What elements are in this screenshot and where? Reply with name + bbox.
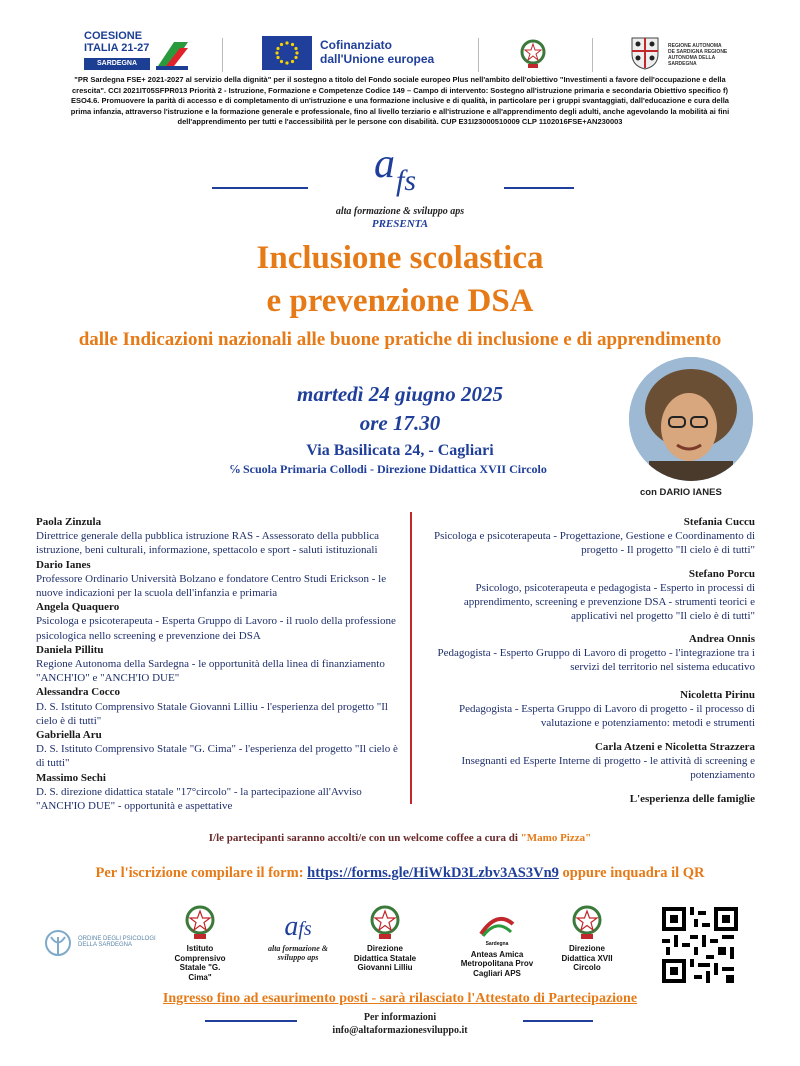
speaker-entry xyxy=(36,771,401,814)
guest-speaker-label: con DARIO IANES xyxy=(640,487,722,498)
afs-partner-mark xyxy=(258,912,338,944)
speaker-name: Massimo Sechi xyxy=(36,771,106,784)
dd-xvii-logo xyxy=(556,904,618,973)
speaker-name: Daniela Pillitu xyxy=(36,643,104,656)
afs-partner-logo xyxy=(258,912,338,962)
italian-republic-emblem-icon xyxy=(369,904,401,940)
afs-partner-fs: fs xyxy=(298,918,312,940)
funding-note: "PR Sardegna FSE+ 2021-2027 al servizio della dignità" per il sostegno a titolo del Fondo sociale europeo Plus nell'ambito dell'obiettivo "Investimenti a favore dell'occupazione e della crescita". CCI 2021IT05SFPR013 Priorità 2 - Istruzione, Formazione e Competenze Codice 149 – Campo di intervento: Sostegno all'istruzione primaria e secondaria Obiettivo specifico f) ESO4.6. Promuovere la parità di accesso e di completamento di un'istruzione e una formazione inclusive e di qualità, in particolare per i gruppi svantaggiati, dall'educazione e cura della prima infanzia, attraverso l'istruzione e la formazione generale e professionale, fino al livello terziario e all'istruzione e all'apprendimento degli adulti, anche agevolando la mobilità ai fini dell'apprendimento per tutti e l'accessibilità per le persone con disabilità. CUP E31I23000510009 CLP 1102016FSE+AN230003 xyxy=(70,75,730,126)
speaker-entry xyxy=(420,740,755,782)
ras-text: REGIONE AUTONOMA DE SARDIGNA REGIONE AUTONOMA DELLA SARDEGNA xyxy=(668,43,728,67)
speaker-entry xyxy=(420,792,755,806)
afs-partner-tagline: alta formazione & sviluppo aps xyxy=(267,944,328,962)
dd-lilliu-label: Direzione Didattica Statale Giovanni Lilliu xyxy=(353,944,417,972)
event-address: Via Basilicata 24, - Cagliari xyxy=(306,442,494,459)
contact-email-link[interactable]: info@altaformazionesviluppo.it xyxy=(332,1025,468,1036)
speaker-description: Direttrice generale della pubblica istruzione RAS - Assessorato della pubblica istruzione, beni culturali, informazione, spettacolo e sport - saluti istituzionali xyxy=(36,530,380,557)
speaker-description: Professore Ordinario Università Bolzano e fondatore Centro Studi Erickson - le nuove indicazioni per la scuola dell'infanzia e primaria xyxy=(36,572,387,600)
registration-suffix: oppure inquadra il QR xyxy=(558,865,705,881)
speaker-name: Carla Atzeni e Nicoletta Strazzera xyxy=(594,741,755,753)
speaker-name: Stefano Porcu xyxy=(688,568,755,580)
anteas-small-label: Sardegna xyxy=(485,941,509,947)
speaker-name: Alessandra Cocco xyxy=(36,686,121,699)
speaker-description: Insegnanti ed Esperte Interne di progetto - le attività di screening e potenziamento xyxy=(461,755,755,781)
ic-cima-label: Istituto Comprensivo Statale "G. Cima" xyxy=(174,944,226,982)
speaker-description: Pedagogista - Esperto Gruppo di Lavoro di progetto - l'integrazione tra i servizi del territorio nel sistema educativo xyxy=(437,647,755,673)
welcome-coffee-note xyxy=(120,832,680,844)
ordine-psicologi-text: ORDINE DEGLI PSICOLOGI DELLA SARDEGNA xyxy=(78,936,156,948)
speaker-description: D. S. Istituto Comprensivo Statale Giovanni Lilliu - l'esperienza del progetto "Il cielo è di tutti" xyxy=(36,700,388,727)
welcome-sponsor: "Mamo Pizza" xyxy=(520,832,592,844)
dd-lilliu-logo xyxy=(350,904,420,973)
ordine-psicologi-logo xyxy=(42,928,162,958)
speaker-name: Stefania Cuccu xyxy=(683,516,755,528)
footer-rule-right xyxy=(523,1020,593,1022)
speaker-description: Pedagogista - Esperta Gruppo di Lavoro di progetto - il processo di valutazione e potenziamento: metodi e strumenti xyxy=(458,703,755,729)
afs-partner-a: a xyxy=(284,911,299,942)
entry-notice: Ingresso fino ad esaurimento posti - sarà rilasciato l'Attestato di Partecipazione xyxy=(162,991,638,1006)
speaker-description: Psicologa e psicoterapeuta - Esperta Gruppo di Lavoro - il ruolo della professione psicologica nello screening e prevenzione dei DSA xyxy=(36,615,396,642)
speaker-entry xyxy=(36,643,401,686)
footer-rule-left xyxy=(205,1020,297,1022)
speaker-description: D. S. Istituto Comprensivo Statale "G. Cima" - l'esperienza del progetto "Il cielo è di tutti" xyxy=(36,743,398,770)
anteas-logo xyxy=(452,910,542,978)
logo-separator xyxy=(592,38,593,72)
registration-qr-code[interactable] xyxy=(662,907,738,983)
speaker-name: Gabriella Aru xyxy=(36,729,102,742)
speaker-entry xyxy=(36,728,401,771)
anteas-label: Anteas Amica Metropolitana Prov Cagliari APS xyxy=(460,949,534,978)
eu-flag-icon xyxy=(262,36,312,70)
organizer-tagline: alta formazione & sviluppo aps xyxy=(335,206,465,217)
logo-separator xyxy=(222,38,223,72)
event-time: ore 17.30 xyxy=(359,411,441,435)
speaker-description: D. S. direzione didattica statale "17°circolo" - la partecipazione all'Avviso "ANCH'IO DUE" - opportunità e aspettative xyxy=(36,785,362,813)
coesione-italia-logo xyxy=(84,30,192,78)
sardinia-region-logo-icon xyxy=(628,34,662,70)
speakers-left-column xyxy=(36,515,401,813)
info-label: Per informazioni xyxy=(363,1012,437,1023)
speaker-name: Paola Zinzula xyxy=(36,516,102,528)
anteas-arrow-icon xyxy=(477,910,517,940)
speakers-right-column xyxy=(420,515,755,806)
speaker-entry xyxy=(36,600,401,643)
logo-separator xyxy=(478,38,479,72)
speaker-description: Psicologa e psicoterapeuta - Progettazione, Gestione e Coordinamento di progetto - Il progetto "Il cielo è di tutti" xyxy=(433,530,755,556)
event-date: martedì 24 giugno 2025 xyxy=(297,382,503,406)
afs-logo-a: a xyxy=(374,141,395,187)
welcome-text: I/le partecipanti saranno accolti/e con un welcome coffee a cura di xyxy=(208,832,521,844)
afs-logo xyxy=(360,141,440,200)
column-divider xyxy=(410,512,412,804)
speaker-name: L'esperienza delle famiglie xyxy=(629,793,755,805)
eu-line1: Cofinanziato xyxy=(320,38,392,52)
event-venue: ℅ Scuola Primaria Collodi - Direzione Didattica XVII Circolo xyxy=(230,462,547,476)
speaker-description: Psicologo, psicoterapeuta e pedagogista - Esperto in processi di apprendimento, screening e prevenzione DSA - strumenti teorici e applicativi nel progetto "Il cielo è di tutti" xyxy=(463,582,755,622)
speaker-entry xyxy=(36,515,401,558)
registration-line xyxy=(30,865,770,882)
header-rule-right xyxy=(504,187,574,189)
speaker-description: Regione Autonoma della Sardegna - le opportunità della linea di finanziamento "ANCH'IO" e "ANCH'IO DUE" xyxy=(36,658,385,685)
speaker-name: Angela Quaquero xyxy=(36,601,120,614)
speaker-entry xyxy=(36,685,401,728)
afs-logo-fs: fs xyxy=(396,164,417,197)
italian-republic-emblem-icon xyxy=(184,904,216,940)
speaker-entry xyxy=(420,567,755,623)
eu-line2: dall'Unione europea xyxy=(320,52,435,66)
coesione-line1: COESIONE xyxy=(84,30,143,42)
speaker-entry xyxy=(420,515,755,557)
event-subtitle: dalle Indicazioni nazionali alle buone pratiche di inclusione e di apprendimento xyxy=(78,329,722,350)
speaker-entry xyxy=(420,688,755,730)
registration-form-link[interactable]: https://forms.gle/HiWkD3Lzbv3AS3Vn9 xyxy=(307,865,559,881)
registration-prefix: Per l'iscrizione compilare il form: xyxy=(95,865,308,881)
ic-cima-logo xyxy=(172,904,228,982)
coesione-line2: ITALIA 21-27 xyxy=(84,42,150,54)
coesione-region: SARDEGNA xyxy=(84,58,150,70)
presenta-label: PRESENTA xyxy=(371,218,429,230)
event-title-line2: e prevenzione DSA xyxy=(266,283,534,319)
italian-republic-emblem-icon xyxy=(571,904,603,940)
speaker-entry xyxy=(420,632,755,674)
speaker-entry xyxy=(36,558,401,601)
speaker-name: Dario Ianes xyxy=(36,558,91,571)
speaker-name: Nicoletta Pirinu xyxy=(680,689,755,701)
speaker-name: Andrea Onnis xyxy=(688,633,755,645)
speaker-photo xyxy=(629,357,753,481)
italian-republic-emblem-icon xyxy=(520,38,546,70)
event-title-line1: Inclusione scolastica xyxy=(256,240,544,276)
header-rule-left xyxy=(212,187,308,189)
coesione-arrow-icon xyxy=(154,36,190,72)
eu-cofinanced-text xyxy=(320,38,434,66)
dd-xvii-label: Direzione Didattica XVII Circolo xyxy=(561,944,613,972)
psychology-symbol-icon xyxy=(42,928,74,958)
